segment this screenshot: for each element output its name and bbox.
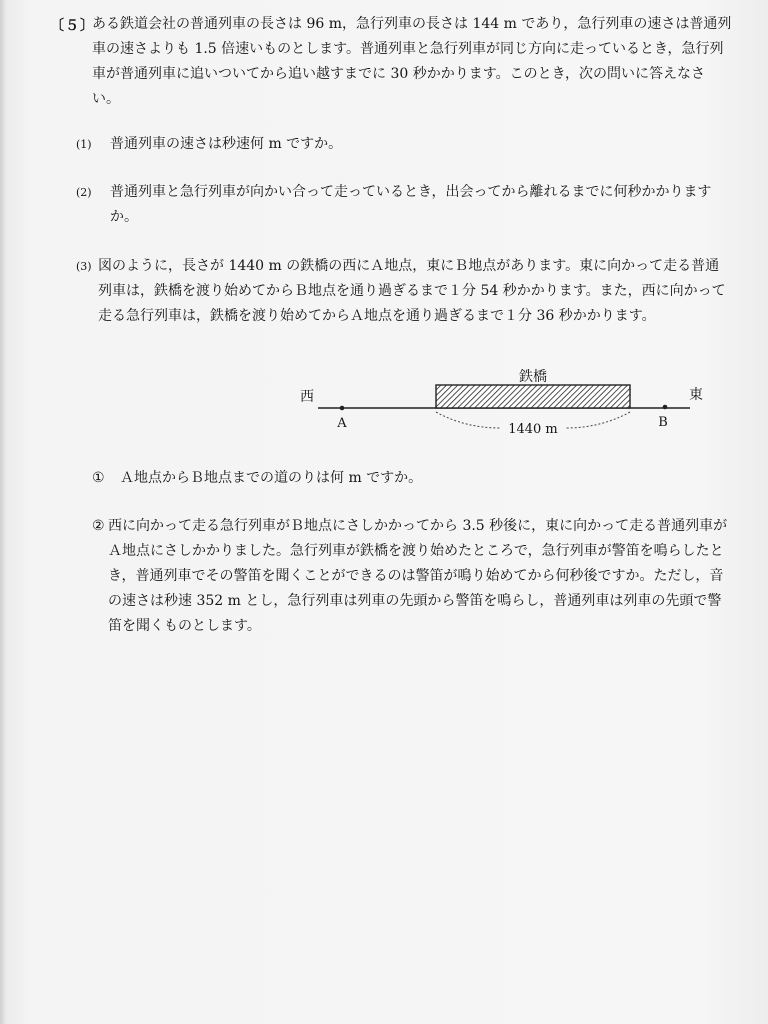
east-label: 東 xyxy=(689,387,703,403)
problem-number: 〔５〕 xyxy=(50,18,95,34)
problem-intro: ある鉄道会社の普通列車の長さは 96 m，急行列車の長さは 144 m であり，急行列車の速さは普通列車の速さよりも 1.5 倍速いものとします。普通列車と急行列車が同じ方向に走っているとき，急行列車が普通列車に追いついてから追い越すまでに 30 秒かかります。このとき，次の問いに答えなさい。 xyxy=(92,16,732,107)
subquestion-2-number: ② xyxy=(92,518,105,534)
bridge-label: 鉄橋 xyxy=(519,369,547,385)
subquestion-1-number: ① xyxy=(92,470,105,486)
bridge-length-label: 1440 m xyxy=(508,422,558,437)
point-b-label: B xyxy=(658,415,668,430)
question-3-text: 図のように，長さが 1440 m の鉄橋の西にＡ地点，東にＢ地点があります。東に向かって走る普通列車は，鉄橋を渡り始めてからＢ地点を通り過ぎるまで１分 54 秒かかります。また，西に向かって走る急行列車は，鉄橋を渡り始めてからＡ地点を通り過ぎるまで１分 36 秒かかります。 xyxy=(98,258,726,324)
bridge-length-bracket-left xyxy=(436,412,500,428)
point-a-dot xyxy=(340,406,345,411)
point-a-label: A xyxy=(337,416,347,431)
question-2-number: (2) xyxy=(76,186,92,199)
question-1-number: (1) xyxy=(76,138,92,151)
question-1-text: 普通列車の速さは秒速何 m ですか。 xyxy=(110,136,343,152)
subquestion-1-text: Ａ地点からＢ地点までの道のりは何 m ですか。 xyxy=(120,470,423,486)
bridge-diagram xyxy=(290,360,710,440)
question-3-number: (3) xyxy=(76,260,92,273)
bridge-length-bracket-right xyxy=(566,412,630,428)
subquestion-2-text: 西に向かって走る急行列車がＢ地点にさしかかってから 3.5 秒後に，東に向かって走る普通列車がＡ地点にさしかかりました。急行列車が鉄橋を渡り始めたところで，急行列車が警笛を鳴らしたとき，普通列車でその警笛を聞くことができるのは警笛が鳴り始めてから何秒後ですか。ただし，音の速さは秒速 352 m とし，急行列車は列車の先頭から警笛を鳴らし，普通列車は列車の先頭で警笛を聞くものとします。 xyxy=(108,518,728,634)
west-label: 西 xyxy=(300,389,314,405)
point-b-dot xyxy=(663,405,668,410)
bridge-rect xyxy=(436,385,630,408)
question-2-text: 普通列車と急行列車が向かい合って走っているとき，出会ってから離れるまでに何秒かかりますか。 xyxy=(110,184,712,225)
